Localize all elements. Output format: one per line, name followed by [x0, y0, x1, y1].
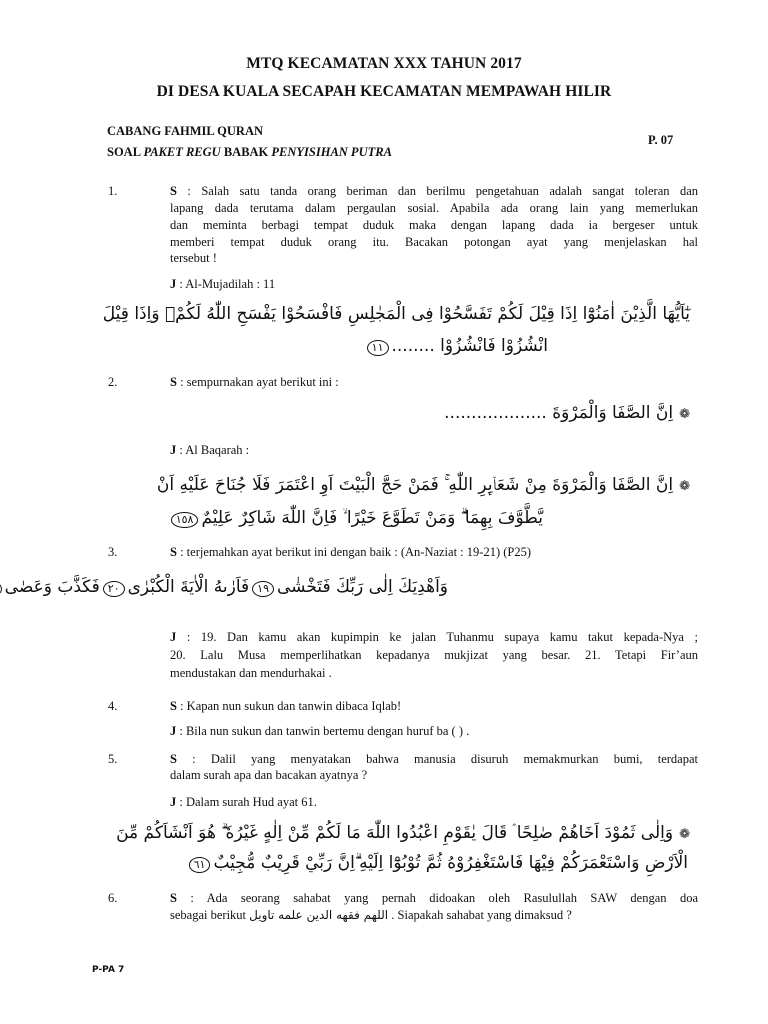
question-text-line: lapang dada terutama dalam pergaulan sosial. Apabila ada orang lain yang memerlukan — [170, 201, 698, 215]
arabic-verse-line: انْشُزُوْا فَانْشُزُوْا ........١١ — [364, 336, 548, 356]
ayah-number-mark — [0, 581, 2, 597]
flower-ornament-icon: ❁ — [679, 407, 690, 422]
arabic-doa: اللهم فقهه الدين علمه تاويل — [249, 908, 389, 922]
arabic-verse-line: وَاَهْدِيَكَ اِلٰى رَبِّكَ فَتَخْشٰى١٩فَاَرٰىهُ الْاٰيَةَ الْكُبْرٰى٢٠فَكَذَّبَ وَعَصٰى — [0, 577, 448, 597]
answer-text-line: J : 19. Dan kamu akan kupimpin ke jalan Tuhanmu supaya kamu takut kepada-Nya ; — [170, 630, 698, 644]
question-number: 1. — [108, 184, 118, 198]
question-text-line: S : Dalil yang menyatakan bahwa manusia disuruh memakmurkan bumi, terdapat — [170, 752, 698, 766]
answer-text: J : Bila nun sukun dan tanwin bertemu dengan huruf ba ( ) . — [170, 724, 470, 738]
packet-code: P. 07 — [648, 133, 674, 147]
arabic-verse-line: ❁اِنَّ الصَّفَا وَالْمَرْوَةَ مِنْ شَعَاۤىِٕرِ اللّٰهِ ۚ فَمَنْ حَجَّ الْبَيْتَ اَوِ اعْتَمَرَ فَلَا جُنَاحَ عَلَيْهِ اَنْ — [156, 475, 690, 495]
doc-title: MTQ KECAMATAN XXX TAHUN 2017 — [246, 55, 522, 72]
ayah-number-mark: ١٥٨ — [171, 512, 199, 528]
ayah-number-mark: ٦١ — [189, 857, 211, 873]
answer-text: J : Al-Mujadilah : 11 — [170, 277, 276, 291]
question-number: 6. — [108, 891, 118, 905]
question-text-line: dalam surah apa dan bacakan ayatnya ? — [170, 768, 368, 782]
question-text-line: memberi tempat duduk orang itu. Bacakan potongan ayat yang menjelaskan hal — [170, 235, 698, 249]
arabic-verse-line: الْاَرْضِ وَاسْتَعْمَرَكُمْ فِيْهَا فَاسْتَغْفِرُوْهُ ثُمَّ تُوْبُوْٓا اِلَيْهِ ۗاِنَّ رَبِّيْ قَرِيْبٌ مُّجِيْبٌ٦١ — [186, 853, 688, 873]
arabic-verse-line: يَّطَّوَّفَ بِهِمَا ۗ وَمَنْ تَطَوَّعَ خَيْرًا ۙ فَاِنَّ اللّٰهَ شَاكِرٌ عَلِيْمٌ١٥٨ — [168, 508, 543, 528]
flower-ornament-icon: ❁ — [679, 479, 690, 494]
question-text: S : Kapan nun sukun dan tanwin dibaca Iqlab! — [170, 699, 402, 713]
answer-text: J : Al Baqarah : — [170, 443, 250, 457]
question-number: 3. — [108, 545, 118, 559]
flower-ornament-icon: ❁ — [679, 827, 690, 842]
arabic-question-verse: ❁اِنَّ الصَّفَا وَالْمَرْوَةَ ................... — [444, 403, 690, 423]
ayah-number-mark: ١٩ — [252, 581, 274, 597]
answer-text: J : Dalam surah Hud ayat 61. — [170, 795, 317, 809]
answer-text-line: mendustakan dan mendurhakai . — [170, 666, 332, 680]
ayah-number-mark: ٢٠ — [103, 581, 125, 597]
question-text-line: tersebut ! — [170, 251, 217, 265]
question-text-line: S : Salah satu tanda orang beriman dan berilmu pengetahuan adalah sangat toleran dan — [170, 184, 698, 198]
answer-text-line: 20. Lalu Musa memperlihatkan kepadanya mukjizat yang besar. 21. Tetapi Fir’aun — [170, 648, 698, 662]
question-number: 4. — [108, 699, 118, 713]
question-number: 2. — [108, 375, 118, 389]
question-text-line: sebagai berikut اللهم فقهه الدين علمه تاويل . Siapakah sahabat yang dimaksud ? — [170, 908, 572, 922]
question-number: 5. — [108, 752, 118, 766]
arabic-verse-line: يٰٓاَيُّهَا الَّذِيْنَ اٰمَنُوْٓا اِذَا قِيْلَ لَكُمْ تَفَسَّحُوْا فِى الْمَجٰلِسِ فَافْسَحُوْا يَفْسَحِ اللّٰهُ لَكُمْۚ وَاِذَا قِيْلَ — [102, 304, 690, 324]
doc-subtitle: DI DESA KUALA SECAPAH KECAMATAN MEMPAWAH HILIR — [156, 83, 612, 100]
soal-label: SOAL PAKET REGU BABAK PENYISIHAN PUTRA — [107, 145, 392, 159]
arabic-verse-line: ❁وَاِلٰى ثَمُوْدَ اَخَاهُمْ صٰلِحًا ۘ قَالَ يٰقَوْمِ اعْبُدُوا اللّٰهَ مَا لَكُمْ مِّنْ اِلٰهٍ غَيْرُهٗ ۗ هُوَ اَنْشَاَكُمْ مِّنَ — [116, 823, 690, 843]
ayah-number-mark: ١١ — [367, 340, 389, 356]
question-text-line: S : Ada seorang sahabat yang pernah didoakan oleh Rasulullah SAW dengan doa — [170, 891, 698, 905]
branch-label: CABANG FAHMIL QURAN — [107, 124, 264, 138]
page-footer-code: P-PA 7 — [92, 965, 125, 975]
question-text: S : sempurnakan ayat berikut ini : — [170, 375, 339, 389]
question-text: S : terjemahkan ayat berikut ini dengan baik : (An-Naziat : 19-21) (P25) — [170, 545, 532, 559]
question-text-line: dan meminta berbagi tempat duduk maka dengan lapang dada ia bergeser untuk — [170, 218, 698, 232]
